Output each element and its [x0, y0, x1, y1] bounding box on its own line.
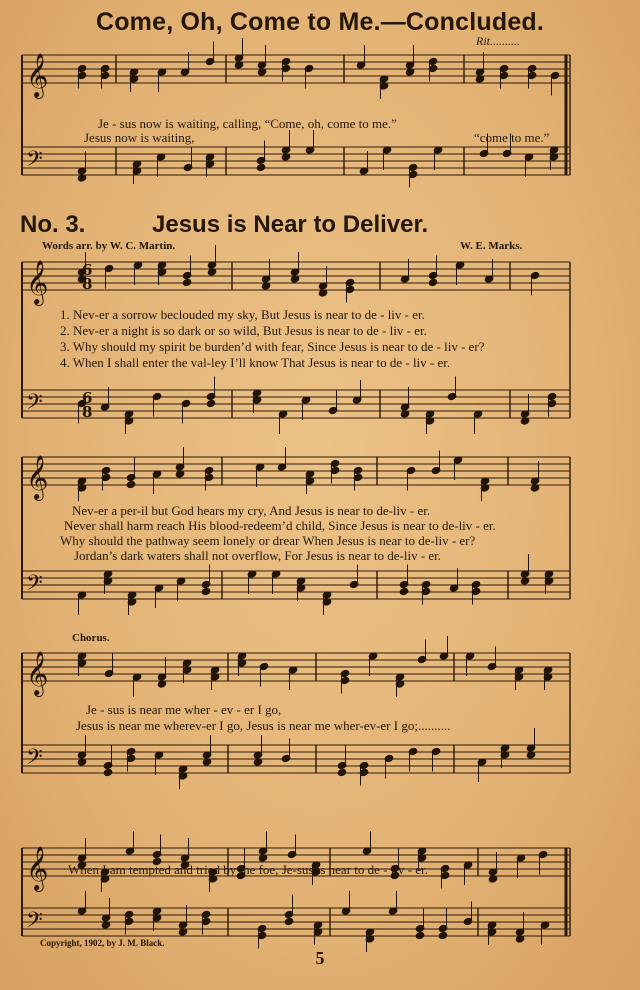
time-signature-top: 6 [82, 389, 93, 407]
time-signature-bottom: 8 [82, 275, 93, 293]
note-head [428, 278, 438, 286]
bass-clef-icon: 𝄢 [26, 571, 43, 601]
note-head [103, 768, 113, 776]
bass-clef-icon: 𝄢 [26, 390, 43, 420]
treble-clef-icon: 𝄞 [26, 260, 49, 304]
verse-2-part-2: Never shall harm reach His blood-redeem’d child, Since Jesus is near to de-liv - er. [64, 518, 496, 533]
hymn-number: No. 3. [20, 211, 86, 238]
note-head [201, 587, 211, 595]
ritardando-mark: Rit.......... [476, 34, 520, 48]
verse-4-part-1: 4. When I shall enter the val-ley I’ll know That Jesus is near to de - liv - er. [60, 355, 451, 370]
music-credit: W. E. Marks. [460, 240, 523, 252]
note-head [256, 163, 266, 171]
treble-clef-icon: 𝄞 [26, 846, 49, 890]
verse-1-part-2: Nev-er a per-il but God hears my cry, And Jesus is near to de-liv - er. [72, 503, 431, 518]
note-head [182, 278, 192, 286]
note-head [337, 768, 347, 776]
note-head [399, 587, 409, 595]
top-lyric-line-2: Jesus now is waiting, [84, 130, 195, 145]
copyright-notice: Copyright, 1902, by J. M. Black. [40, 938, 165, 948]
top-lyric-line-3: “come to me.” [474, 130, 550, 145]
page-title: Come, Oh, Come to Me.—Concluded. [95, 8, 545, 36]
verse-1-part-1: 1. Nev-er a sorrow beclouded my sky, But Jesus is near to de - liv - er. [60, 307, 425, 322]
verse-3-part-1: 3. Why should my spirit be burden’d with fear, Since Jesus is near to de - liv - er? [60, 339, 485, 354]
note-head [126, 480, 136, 488]
treble-clef-icon: 𝄞 [26, 53, 49, 97]
bass-clef-icon: 𝄢 [26, 908, 43, 938]
note-head [415, 931, 425, 939]
words-credit: Words arr. by W. C. Martin. [42, 240, 176, 252]
verse-4-part-2: Jordan’s dark waters shall not overflow, For Jesus is near to de-liv - er. [74, 548, 442, 563]
top-lyric-line-1: Je - sus now is waiting, calling, “Come, oh, come to me.” [98, 116, 397, 131]
note-head [206, 399, 216, 407]
treble-clef-icon: 𝄞 [26, 651, 49, 695]
note-head [284, 917, 294, 925]
verse-2-part-1: 2. Nev-er a night is so dark or so wild, But Jesus is near to de - liv - er. [60, 323, 427, 338]
bass-clef-icon: 𝄢 [26, 745, 43, 775]
time-signature-bottom: 8 [82, 403, 93, 421]
page-number: 5 [315, 948, 325, 968]
chorus-lyric-1: Je - sus is near me wher - ev - er I go, [86, 702, 282, 717]
time-signature-top: 6 [82, 261, 93, 279]
bass-clef-icon: 𝄢 [26, 147, 43, 177]
chorus-lyric-2: Jesus is near me wherev-er I go, Jesus is near me wher-ev-er I go;.......... [76, 718, 451, 733]
hymn-title: Jesus is Near to Deliver. [152, 211, 429, 238]
chorus-lyric-3: When I am tempted and tried by the foe, Je-sus is near to de - liv - er. [68, 862, 428, 877]
chorus-label: Chorus. [72, 632, 110, 644]
verse-3-part-2: Why should the pathway seem lonely or drear When Jesus is near to de-liv - er? [60, 533, 476, 548]
note-head [438, 931, 448, 939]
treble-clef-icon: 𝄞 [26, 455, 49, 499]
